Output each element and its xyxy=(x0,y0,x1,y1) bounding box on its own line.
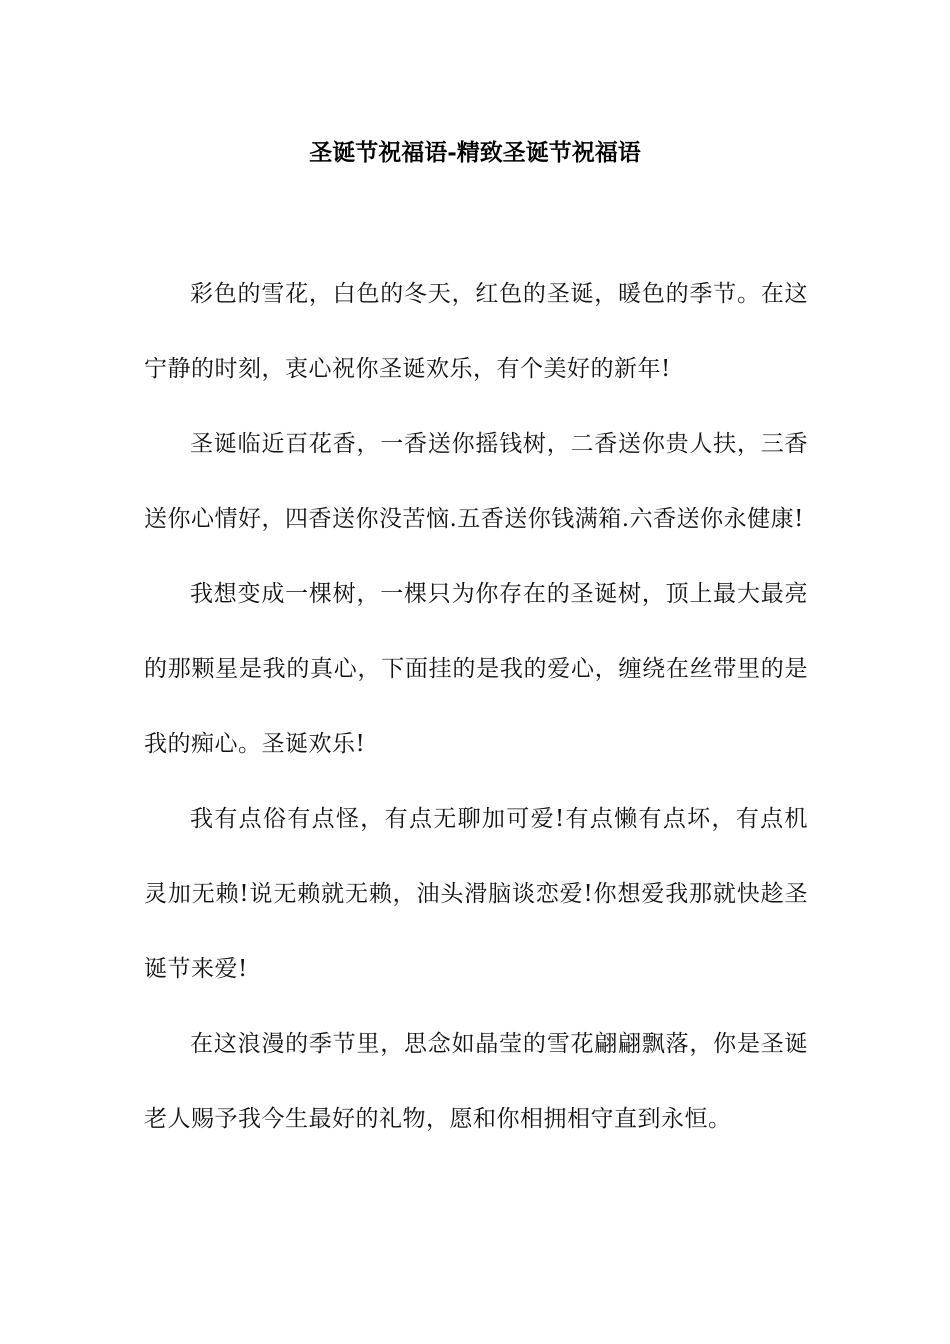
paragraph-5: 在这浪漫的季节里，思念如晶莹的雪花翩翩飘落，你是圣诞老人赐予我今生最好的礼物，愿和你相拥相守直到永恒。 xyxy=(144,1031,808,1132)
paragraph-4: 我有点俗有点怪，有点无聊加可爱!有点懒有点坏，有点机灵加无赖!说无赖就无赖，油头滑脑谈恋爱!你想爱我那就快趁圣诞节来爱! xyxy=(144,806,808,982)
paragraph-1: 彩色的雪花，白色的冬天，红色的圣诞，暖色的季节。在这宁静的时刻，衷心祝你圣诞欢乐，有个美好的新年! xyxy=(144,281,808,382)
paragraph-3: 我想变成一棵树，一棵只为你存在的圣诞树，顶上最大最亮的那颗星是我的真心，下面挂的是我的爱心，缠绕在丝带里的是我的痴心。圣诞欢乐! xyxy=(144,581,808,757)
paragraph-2: 圣诞临近百花香，一香送你摇钱树，二香送你贵人扶，三香送你心情好，四香送你没苦恼.五香送你钱满箱.六香送你永健康! xyxy=(144,431,808,532)
document-body xyxy=(144,257,808,1157)
page-title: 圣诞节祝福语-精致圣诞节祝福语 xyxy=(309,139,641,166)
